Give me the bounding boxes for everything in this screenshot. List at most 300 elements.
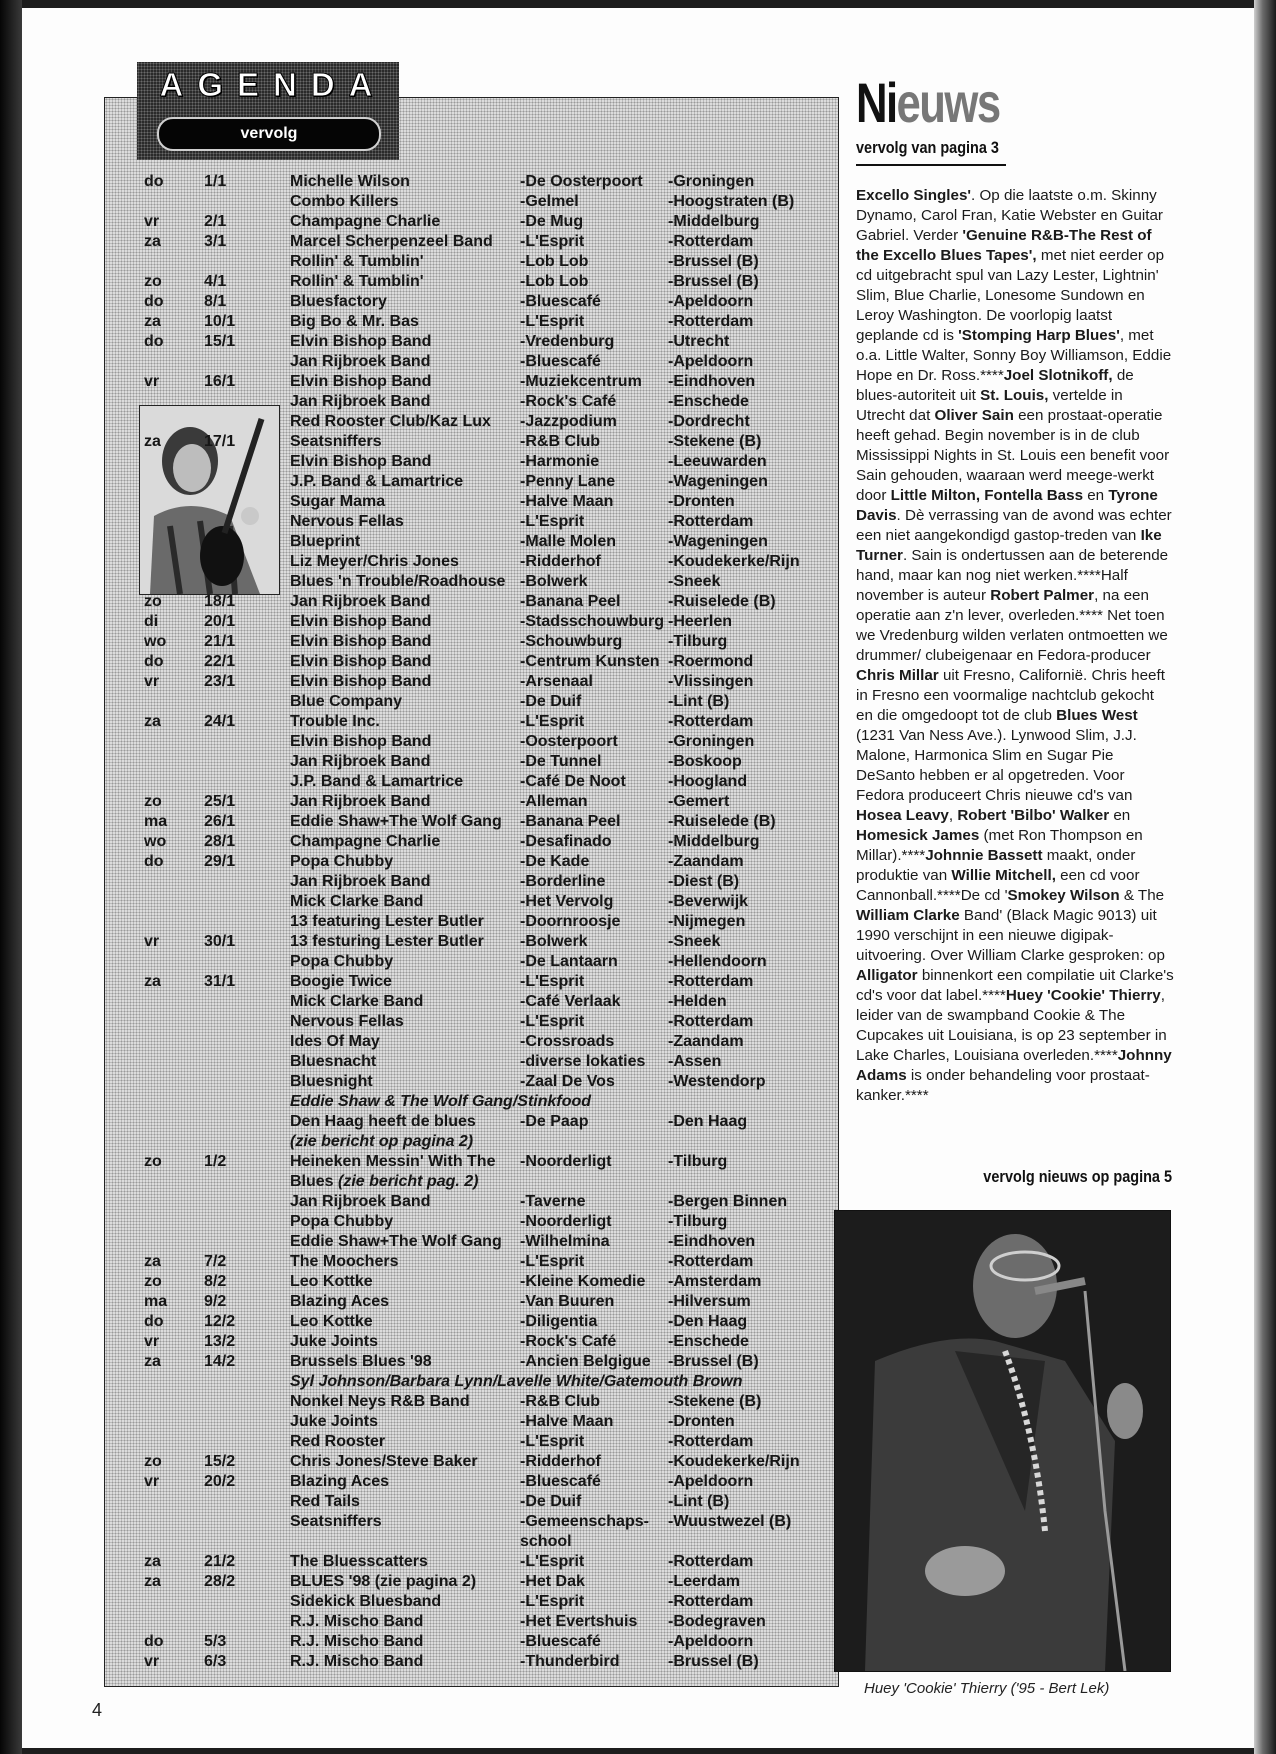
agenda-city: -Wageningen (668, 473, 768, 490)
agenda-city: -Brussel (B) (668, 1653, 759, 1670)
agenda-act: Bluesnight (290, 1073, 373, 1090)
agenda-row (104, 813, 837, 833)
agenda-act: 13 featuring Lester Butler (290, 913, 484, 930)
agenda-venue: -Arsenaal (520, 673, 593, 690)
agenda-row (104, 173, 837, 193)
agenda-row (104, 793, 837, 813)
agenda-act: J.P. Band & Lamartrice (290, 473, 464, 490)
agenda-city: -Ruiselede (B) (668, 593, 776, 610)
agenda-row (104, 773, 837, 793)
agenda-row (104, 933, 837, 953)
agenda-row (104, 1253, 837, 1273)
agenda-venue: -L'Esprit (520, 973, 585, 990)
agenda-venue: -Het Evertshuis (520, 1613, 638, 1630)
agenda-row (104, 473, 837, 493)
agenda-date: 1/2 (204, 1153, 227, 1170)
agenda-act: Leo Kottke (290, 1313, 373, 1330)
agenda-city: -Diest (B) (668, 873, 740, 890)
agenda-act: Bluesnacht (290, 1053, 377, 1070)
news-title-dark: Ni (856, 71, 897, 134)
agenda-row (104, 493, 837, 513)
agenda-act: Elvin Bishop Band (290, 653, 432, 670)
agenda-row (104, 1053, 837, 1073)
agenda-act: Jan Rijbroek Band (290, 393, 431, 410)
news-subtitle: vervolg van pagina 3 (856, 138, 999, 157)
agenda-act: Red Rooster (290, 1433, 386, 1450)
photo-caption: Huey 'Cookie' Thierry ('95 - Bert Lek) (864, 1680, 1110, 1697)
agenda-act: Popa Chubby (290, 953, 394, 970)
huey-thierry-photo (834, 1210, 1171, 1672)
agenda-date: 31/1 (204, 973, 236, 990)
agenda-day: za (144, 313, 161, 330)
agenda-act: Den Haag heeft de blues (290, 1113, 476, 1130)
agenda-venue: -Bolwerk (520, 573, 588, 590)
agenda-day: za (144, 1553, 161, 1570)
agenda-act: Elvin Bishop Band (290, 633, 432, 650)
agenda-act: Michelle Wilson (290, 173, 410, 190)
agenda-city: -Rotterdam (668, 233, 754, 250)
agenda-date: 1/1 (204, 173, 227, 190)
agenda-date: 15/2 (204, 1453, 236, 1470)
page-binding-shadow (0, 0, 22, 1754)
agenda-date: 8/1 (204, 293, 227, 310)
agenda-date: 13/2 (204, 1333, 236, 1350)
agenda-row (104, 1153, 837, 1173)
agenda-venue: -Het Dak (520, 1573, 585, 1590)
agenda-city: -Koudekerke/Rijn (668, 1453, 800, 1470)
agenda-row (104, 733, 837, 753)
agenda-act: Sugar Mama (290, 493, 386, 510)
agenda-city: -Wuustwezel (B) (668, 1513, 792, 1530)
agenda-city: -Den Haag (668, 1113, 748, 1130)
agenda-date: 20/2 (204, 1473, 236, 1490)
agenda-row (104, 353, 837, 373)
agenda-act: Juke Joints (290, 1333, 379, 1350)
agenda-row (104, 533, 837, 553)
agenda-city: -Sneek (668, 933, 721, 950)
agenda-row (104, 853, 837, 873)
agenda-date: 24/1 (204, 713, 236, 730)
agenda-city: -Groningen (668, 173, 755, 190)
agenda-act: Marcel Scherpenzeel Band (290, 233, 493, 250)
agenda-venue: -De Tunnel (520, 753, 602, 770)
agenda-row (104, 233, 837, 253)
agenda-day: vr (144, 673, 160, 690)
agenda-city: -Leeuwarden (668, 453, 767, 470)
agenda-date: 7/2 (204, 1253, 227, 1270)
agenda-act: The Moochers (290, 1253, 399, 1270)
agenda-row (104, 1473, 837, 1493)
agenda-act: Eddie Shaw+The Wolf Gang (290, 1233, 502, 1250)
agenda-city: -Dronten (668, 1413, 735, 1430)
agenda-row (104, 1493, 837, 1513)
agenda-city: -Lint (B) (668, 1493, 730, 1510)
agenda-row (104, 1653, 837, 1673)
agenda-act: Jan Rijbroek Band (290, 353, 431, 370)
agenda-city: -Bergen Binnen (668, 1193, 788, 1210)
agenda-act: Rollin' & Tumblin' (290, 253, 424, 270)
agenda-city: -Gemert (668, 793, 730, 810)
agenda-venue: -Het Vervolg (520, 893, 614, 910)
agenda-city: -Eindhoven (668, 373, 756, 390)
agenda-date: 5/3 (204, 1633, 227, 1650)
agenda-row (104, 1233, 837, 1253)
agenda-day: za (144, 1253, 161, 1270)
agenda-act: Elvin Bishop Band (290, 613, 432, 630)
agenda-venue: -L'Esprit (520, 233, 585, 250)
agenda-act: Big Bo & Mr. Bas (290, 313, 419, 330)
agenda-city: -Apeldoorn (668, 293, 754, 310)
agenda-row (104, 673, 837, 693)
agenda-act: Trouble Inc. (290, 713, 380, 730)
agenda-venue: -Doornroosje (520, 913, 621, 930)
agenda-venue: -Taverne (520, 1193, 586, 1210)
page-number: 4 (92, 1700, 103, 1720)
agenda-row (104, 273, 837, 293)
agenda-city: -Heerlen (668, 613, 733, 630)
agenda-act: Bluesfactory (290, 293, 387, 310)
agenda-row (104, 893, 837, 913)
news-title-shaded: euws (896, 71, 1000, 134)
agenda-city: -Enschede (668, 393, 749, 410)
agenda-row (104, 1433, 837, 1453)
agenda-venue: -Kleine Komedie (520, 1273, 646, 1290)
agenda-act: Blues (zie bericht pag. 2) (290, 1173, 479, 1190)
agenda-date: 26/1 (204, 813, 236, 830)
agenda-city: -Ruiselede (B) (668, 813, 776, 830)
agenda-venue: -Van Buuren (520, 1293, 615, 1310)
agenda-act: R.J. Mischo Band (290, 1653, 424, 1670)
agenda-city: -Stekene (B) (668, 433, 762, 450)
agenda-row (104, 833, 837, 853)
agenda-venue: -diverse lokaties (520, 1053, 646, 1070)
agenda-date: 22/1 (204, 653, 236, 670)
agenda-venue: -R&B Club (520, 1393, 600, 1410)
agenda-city: -Zaandam (668, 1033, 744, 1050)
agenda-day: za (144, 433, 161, 450)
agenda-venue: -Bluescafé (520, 353, 601, 370)
agenda-venue: -Penny Lane (520, 473, 616, 490)
agenda-row (104, 1533, 837, 1553)
agenda-row (104, 993, 837, 1013)
agenda-row (104, 693, 837, 713)
agenda-city: -Dordrecht (668, 413, 750, 430)
agenda-venue: -L'Esprit (520, 1013, 585, 1030)
agenda-row (104, 973, 837, 993)
agenda-title: AGENDA (159, 66, 387, 103)
agenda-row (104, 573, 837, 593)
agenda-row (104, 1073, 837, 1093)
agenda-venue: -Rock's Café (520, 393, 617, 410)
news-body: Excello Singles'. Op die laatste o.m. Skinny Dynamo, Carol Fran, Katie Webster en Guitar Gabriel. Verder 'Genuine R&B-The Rest of the Excello Blues Tapes', met niet eerder op cd uitgebracht spul van Lazy Lester, Lightnin' Slim, Blue Charlie, Lonesome Sundown en Leroy Washington. De voorlopig laatst geplande cd is 'Stomping Harp Blues', met o.a. Little Walter, Sonny Boy Williamson, Eddie Hope en Dr. Ross.****Joel Slotnikoff, de blues-autoriteit uit St. Louis, vertelde in Utrecht dat Oliver Sain een prostaat-operatie heeft gehad. Begin november is in de club Mississippi Nights in St. Louis een benefit voor Sain gehouden, waaraan werd meege-werkt door Little Milton, Fontella Bass en Tyrone Davis. Dè verrassing van de avond was echter een niet aangekondigd gastop-treden van Ike Turner. Sain is ondertussen aan de beterende hand, maar kan nog niet werken.****Half november is auteur Robert Palmer, na een operatie aan z'n lever, overleden.**** Net toen we Vredenburg wilden verlaten ontmoetten we drummer/ clubeigenaar en Fedora-producer Chris Millar uit Fresno, Californië. Chris heeft in Fresno een voormalige nachtclub gekocht en die omgedoopt tot de club Blues West (1231 Van Ness Ave.). Lynwood Slim, J.J. Malone, Harmonica Slim en Sugar Pie DeSanto hebben er al opgetreden. Voor Fedora produceert Chris nieuwe cd's van Hosea Leavy, Robert 'Bilbo' Walker en Homesick James (met Ron Thompson en Millar).****Johnnie Bassett maakt, onder produktie van Willie Mitchell, een cd voor Cannonball.****De cd 'Smokey Wilson & The William Clarke Band' (Black Magic 9013) uit 1990 verschijnt in een nieuwe digipak-uitvoering. Over William Clarke gesproken: op Alligator binnenkort een compilatie uit Clarke's cd's voor dat label.****Huey 'Cookie' Thierry, leider van de swampband Cookie & The Cupcakes uit Louisiana, is op 23 september in Lake Charles, Louisiana overleden.****Johnny Adams is onder behandeling voor prostaat-kanker.**** (856, 187, 1174, 1104)
agenda-act: Eddie Shaw+The Wolf Gang (290, 813, 502, 830)
agenda-row (104, 453, 837, 473)
agenda-day: wo (144, 833, 167, 850)
agenda-city: -Vlissingen (668, 673, 754, 690)
agenda-city: -Roermond (668, 653, 754, 670)
agenda-city: -Amsterdam (668, 1273, 762, 1290)
agenda-act: Seatsniffers (290, 433, 382, 450)
page-edge-shadow (1254, 0, 1276, 1754)
agenda-city: -Nijmegen (668, 913, 746, 930)
agenda-row (104, 1013, 837, 1033)
agenda-venue: -Lob Lob (520, 253, 589, 270)
agenda-venue: -Gelmel (520, 193, 579, 210)
agenda-row (104, 1613, 837, 1633)
agenda-city: -Tilburg (668, 633, 728, 650)
agenda-row (104, 1413, 837, 1433)
agenda-day: za (144, 1573, 161, 1590)
agenda-venue: -Malle Molen (520, 533, 617, 550)
agenda-act: Combo Killers (290, 193, 399, 210)
agenda-venue: -De Duif (520, 693, 582, 710)
agenda-date: 17/1 (204, 433, 236, 450)
agenda-day: vr (144, 1473, 160, 1490)
agenda-row (104, 913, 837, 933)
agenda-row (104, 1633, 837, 1653)
agenda-row (104, 1173, 837, 1193)
agenda-row (104, 553, 837, 573)
agenda-act: Blueprint (290, 533, 361, 550)
agenda-act: Jan Rijbroek Band (290, 753, 431, 770)
agenda-row (104, 1573, 837, 1593)
agenda-act: Brussels Blues '98 (290, 1353, 432, 1370)
agenda-venue: -Bluescafé (520, 1473, 601, 1490)
agenda-date: 30/1 (204, 933, 236, 950)
agenda-act: Mick Clarke Band (290, 993, 424, 1010)
agenda-row (104, 1353, 837, 1373)
agenda-city: -Groningen (668, 733, 755, 750)
agenda-row (104, 653, 837, 673)
agenda-act: Elvin Bishop Band (290, 673, 432, 690)
agenda-day: za (144, 233, 161, 250)
agenda-date: 21/1 (204, 633, 236, 650)
agenda-date: 29/1 (204, 853, 236, 870)
agenda-day: ma (144, 813, 168, 830)
agenda-city: -Hellendoorn (668, 953, 767, 970)
agenda-venue: -Halve Maan (520, 493, 614, 510)
agenda-venue: -Jazzpodium (520, 413, 617, 430)
agenda-venue: -Café De Noot (520, 773, 626, 790)
agenda-city: -Rotterdam (668, 973, 754, 990)
agenda-venue: -L'Esprit (520, 313, 585, 330)
agenda-act: Seatsniffers (290, 1513, 382, 1530)
agenda-act: Red Tails (290, 1493, 360, 1510)
agenda-row (104, 1213, 837, 1233)
agenda-day: vr (144, 373, 160, 390)
agenda-venue: -L'Esprit (520, 1593, 585, 1610)
agenda-note: (zie bericht op pagina 2) (290, 1133, 474, 1150)
agenda-day: zo (144, 1453, 162, 1470)
agenda-act: Elvin Bishop Band (290, 333, 432, 350)
agenda-city: -Apeldoorn (668, 1633, 754, 1650)
agenda-day: do (144, 333, 164, 350)
agenda-row (104, 1193, 837, 1213)
agenda-row (104, 413, 837, 433)
agenda-act: Champagne Charlie (290, 213, 441, 230)
agenda-act: Blues 'n Trouble/Roadhouse (290, 573, 506, 590)
agenda-row (104, 1133, 837, 1153)
agenda-city: -Utrecht (668, 333, 730, 350)
agenda-date: 25/1 (204, 793, 236, 810)
agenda-date: 14/2 (204, 1353, 236, 1370)
agenda-city: -Rotterdam (668, 313, 754, 330)
agenda-act: Leo Kottke (290, 1273, 373, 1290)
agenda-act: Nervous Fellas (290, 513, 404, 530)
agenda-row (104, 313, 837, 333)
agenda-city: -Koudekerke/Rijn (668, 553, 800, 570)
agenda-date: 23/1 (204, 673, 236, 690)
agenda-act: Jan Rijbroek Band (290, 873, 431, 890)
agenda-day: do (144, 1633, 164, 1650)
agenda-act: Mick Clarke Band (290, 893, 424, 910)
agenda-venue: -De Duif (520, 1493, 582, 1510)
agenda-row (104, 333, 837, 353)
agenda-venue: -Borderline (520, 873, 606, 890)
agenda-day: vr (144, 213, 160, 230)
agenda-venue: -L'Esprit (520, 513, 585, 530)
news-title-rule (856, 164, 1006, 166)
agenda-act: The Bluesscatters (290, 1553, 428, 1570)
agenda-city: -Rotterdam (668, 1553, 754, 1570)
agenda-day: zo (144, 793, 162, 810)
agenda-row (104, 193, 837, 213)
agenda-row (104, 1553, 837, 1573)
agenda-date: 2/1 (204, 213, 227, 230)
agenda-venue: -Café Verlaak (520, 993, 621, 1010)
agenda-row (104, 1313, 837, 1333)
agenda-city: -Apeldoorn (668, 353, 754, 370)
agenda-venue: -Lob Lob (520, 273, 589, 290)
agenda-act: Jan Rijbroek Band (290, 793, 431, 810)
agenda-venue: -Banana Peel (520, 593, 621, 610)
agenda-row (104, 393, 837, 413)
agenda-venue: -Diligentia (520, 1313, 598, 1330)
agenda-act: J.P. Band & Lamartrice (290, 773, 464, 790)
agenda-city: -Lint (B) (668, 693, 730, 710)
agenda-day: do (144, 293, 164, 310)
agenda-act: Rollin' & Tumblin' (290, 273, 424, 290)
agenda-venue: -Rock's Café (520, 1333, 617, 1350)
agenda-venue: -Zaal De Vos (520, 1073, 615, 1090)
agenda-city: -Dronten (668, 493, 735, 510)
agenda-day: zo (144, 273, 162, 290)
agenda-row (104, 953, 837, 973)
agenda-venue: -L'Esprit (520, 1253, 585, 1270)
agenda-venue: -Bolwerk (520, 933, 588, 950)
agenda-venue: -Gemeenschaps- (520, 1513, 649, 1530)
agenda-city: -Zaandam (668, 853, 744, 870)
agenda-city: -Hilversum (668, 1293, 751, 1310)
agenda-act: Chris Jones/Steve Baker (290, 1453, 478, 1470)
agenda-venue: -Halve Maan (520, 1413, 614, 1430)
agenda-date: 3/1 (204, 233, 227, 250)
agenda-act: Blue Company (290, 693, 403, 710)
agenda-row (104, 1393, 837, 1413)
agenda-city: -Helden (668, 993, 727, 1010)
agenda-venue: -Bluescafé (520, 1633, 601, 1650)
agenda-act: Elvin Bishop Band (290, 733, 432, 750)
agenda-note: (zie bericht pag. 2) (333, 1173, 479, 1190)
agenda-row (104, 1453, 837, 1473)
agenda-city: -Tilburg (668, 1153, 728, 1170)
agenda-row (104, 513, 837, 533)
agenda-row (104, 1513, 837, 1533)
agenda-venue: -Bluescafé (520, 293, 601, 310)
agenda-city: -Rotterdam (668, 1253, 754, 1270)
agenda-city: -Brussel (B) (668, 253, 759, 270)
agenda-venue: -Banana Peel (520, 813, 621, 830)
agenda-city: -Rotterdam (668, 1433, 754, 1450)
agenda-venue: -Muziekcentrum (520, 373, 642, 390)
agenda-act: Juke Joints (290, 1413, 379, 1430)
agenda-day: do (144, 653, 164, 670)
agenda-day: do (144, 173, 164, 190)
agenda-list (104, 173, 837, 1673)
agenda-row (104, 213, 837, 233)
agenda-row (104, 293, 837, 313)
agenda-date: 28/2 (204, 1573, 236, 1590)
agenda-date: 15/1 (204, 333, 236, 350)
agenda-city: -Brussel (B) (668, 273, 759, 290)
agenda-venue: -De Lantaarn (520, 953, 618, 970)
agenda-date: 12/2 (204, 1313, 236, 1330)
agenda-city: -Hoogland (668, 773, 748, 790)
agenda-city: -Hoogstraten (B) (668, 193, 795, 210)
agenda-venue: school (520, 1533, 572, 1550)
agenda-act: Sidekick Bluesband (290, 1593, 442, 1610)
agenda-city: -Wageningen (668, 533, 768, 550)
agenda-act: Elvin Bishop Band (290, 373, 432, 390)
agenda-city: -Apeldoorn (668, 1473, 754, 1490)
agenda-act: Heineken Messin' With The (290, 1153, 496, 1170)
agenda-act: Champagne Charlie (290, 833, 441, 850)
agenda-city: -Stekene (B) (668, 1393, 762, 1410)
agenda-date: 4/1 (204, 273, 227, 290)
agenda-venue: -De Kade (520, 853, 590, 870)
agenda-row (104, 433, 837, 453)
agenda-row (104, 1293, 837, 1313)
agenda-row (104, 593, 837, 613)
agenda-day: zo (144, 1153, 162, 1170)
agenda-date: 8/2 (204, 1273, 227, 1290)
agenda-venue: -L'Esprit (520, 1433, 585, 1450)
agenda-city: -Leerdam (668, 1573, 741, 1590)
agenda-venue: -De Mug (520, 213, 584, 230)
agenda-act: Nervous Fellas (290, 1013, 404, 1030)
agenda-row (104, 613, 837, 633)
agenda-note: Eddie Shaw & The Wolf Gang/Stinkfood (290, 1093, 592, 1110)
agenda-city: -Rotterdam (668, 713, 754, 730)
agenda-date: 10/1 (204, 313, 236, 330)
agenda-note: Syl Johnson/Barbara Lynn/Lavelle White/Gatemouth Brown (290, 1373, 743, 1390)
agenda-city: -Enschede (668, 1333, 749, 1350)
agenda-city: -Eindhoven (668, 1233, 756, 1250)
agenda-date: 20/1 (204, 613, 236, 630)
agenda-row (104, 253, 837, 273)
agenda-date: 6/3 (204, 1653, 227, 1670)
agenda-city: -Bodegraven (668, 1613, 766, 1630)
agenda-venue: -Ridderhof (520, 553, 601, 570)
agenda-date: 21/2 (204, 1553, 236, 1570)
agenda-venue: -L'Esprit (520, 713, 585, 730)
agenda-day: ma (144, 1293, 168, 1310)
agenda-act: Red Rooster Club/Kaz Lux (290, 413, 491, 430)
agenda-venue: -Centrum Kunsten (520, 653, 660, 670)
agenda-city: -Middelburg (668, 833, 760, 850)
agenda-venue: -Ridderhof (520, 1453, 601, 1470)
agenda-day: za (144, 973, 161, 990)
